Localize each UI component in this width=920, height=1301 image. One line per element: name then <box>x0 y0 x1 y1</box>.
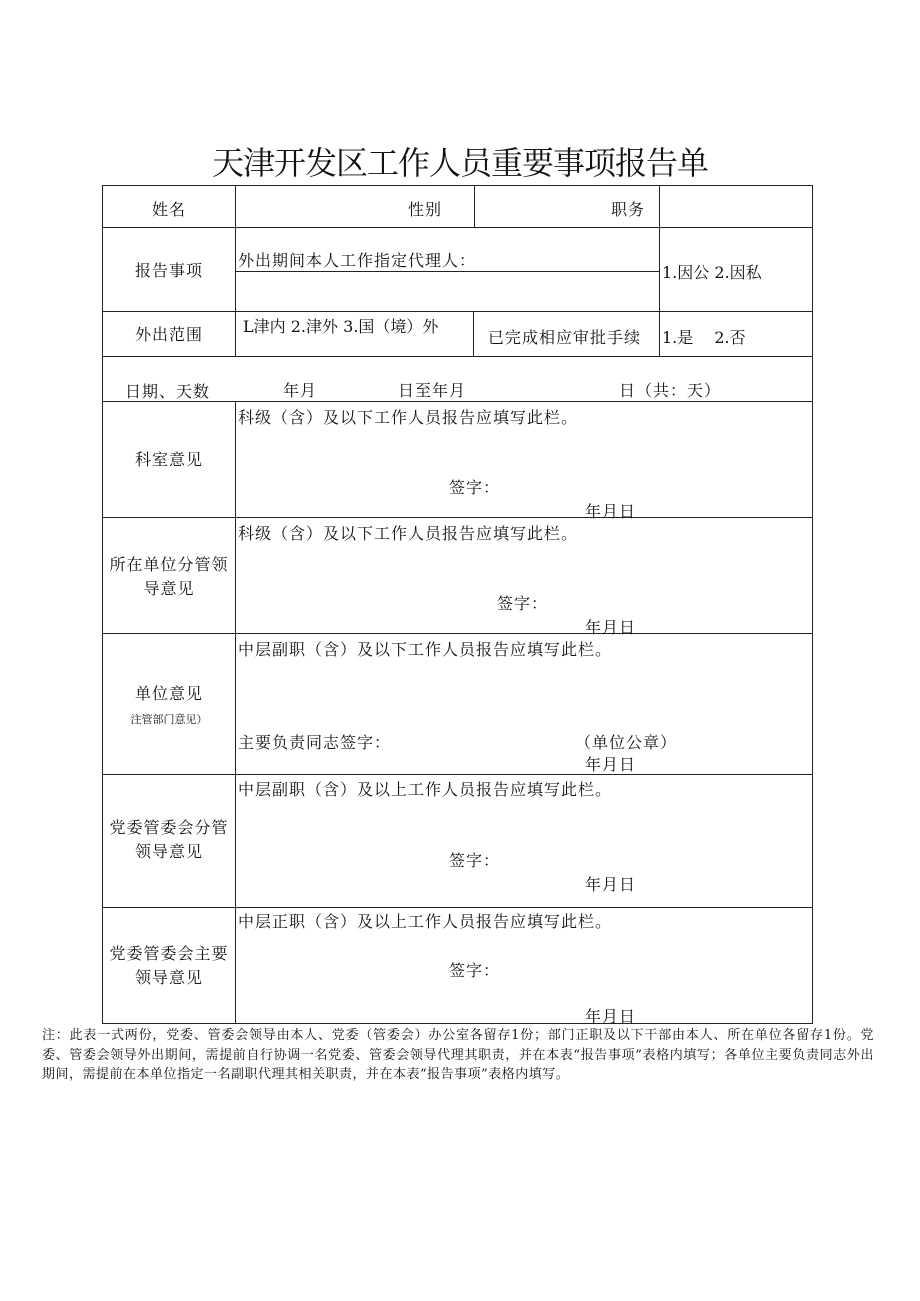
row-divider <box>103 356 812 357</box>
report-form <box>102 185 813 1024</box>
footnote: 注：此表一式两份，党委、管委会领导由本人、党委（管委会）办公室各留存1份；部门正职及以下干部由本人、所在单位各留存1份。党委、管委会领导外出期间，需提前自行协调一名党委、管委会领导代理其职责，并在本表“报告事项”表格内填写；各单位主要负责同志外出期间，需提前在本单位指定一名副职代理其相关职责，并在本表“报告事项”表格内填写。 <box>42 1028 874 1082</box>
section-unit-sub-label: 注管部门意见） <box>130 713 208 726</box>
position-label: 职务 <box>611 200 646 219</box>
section-committee-deputy-date[interactable]: 年月日 <box>585 875 637 894</box>
section-unit-date[interactable]: 年月日 <box>585 755 637 774</box>
col-divider <box>235 186 236 356</box>
col-divider <box>474 186 475 227</box>
dates-start[interactable]: 年月 <box>283 381 318 400</box>
scope-options[interactable]: L津内 2.津外 3.国（境）外 <box>243 317 439 336</box>
section-unit-label: 单位意见 <box>134 684 203 703</box>
reason-options[interactable]: 1.因公 2.因私 <box>662 263 762 282</box>
row-divider <box>103 227 812 228</box>
section-unit-leader-sign[interactable]: 签字： <box>497 594 549 613</box>
section-committee-main-date[interactable]: 年月日 <box>585 1007 637 1026</box>
row-divider <box>103 907 812 908</box>
scope-label: 外出范围 <box>134 325 203 344</box>
dates-label: 日期、天数 <box>125 382 211 401</box>
section-committee-deputy-sign[interactable]: 签字： <box>449 851 501 870</box>
approval-label: 已完成相应审批手续 <box>488 328 642 347</box>
form-title: 天津开发区工作人员重要事项报告单 <box>211 144 708 182</box>
gender-label: 性别 <box>408 200 443 219</box>
section-unit-sign[interactable]: 主要负责同志签字： <box>238 733 392 752</box>
section-committee-deputy-instruction: 中层副职（含）及以上工作人员报告应填写此栏。 <box>238 780 613 799</box>
col-divider <box>473 311 474 356</box>
section-office-label: 科室意见 <box>134 450 203 469</box>
section-unit-leader-label: 所在单位分管领导意见 <box>109 555 229 598</box>
dates-end[interactable]: 日（共：天） <box>619 381 722 400</box>
section-committee-main-label: 党委管委会主要领导意见 <box>109 944 229 987</box>
section-office-instruction: 科级（含）及以下工作人员报告应填写此栏。 <box>238 408 579 427</box>
proxy-text[interactable]: 外出期间本人工作指定代理人： <box>238 251 477 270</box>
section-office-sign[interactable]: 签字： <box>449 478 501 497</box>
report-label: 报告事项 <box>134 261 203 280</box>
row-divider <box>103 311 812 312</box>
section-committee-deputy-label: 党委管委会分管领导意见 <box>109 818 229 861</box>
row-divider <box>235 271 659 272</box>
name-label: 姓名 <box>152 200 187 219</box>
section-committee-main-sign[interactable]: 签字： <box>449 961 501 980</box>
row-divider <box>103 517 812 518</box>
position-value[interactable] <box>661 188 809 225</box>
section-unit-instruction: 中层副职（含）及以下工作人员报告应填写此栏。 <box>238 640 613 659</box>
section-unit-leader-instruction: 科级（含）及以下工作人员报告应填写此栏。 <box>238 524 579 543</box>
name-value[interactable] <box>237 188 437 225</box>
row-divider <box>103 633 812 634</box>
section-office-date[interactable]: 年月日 <box>585 502 637 521</box>
row-divider <box>103 774 812 775</box>
col-divider <box>659 186 660 356</box>
approval-options[interactable]: 1.是 2.否 <box>662 328 746 347</box>
section-unit-stamp: （单位公章） <box>575 733 678 752</box>
section-committee-main-instruction: 中层正职（含）及以上工作人员报告应填写此栏。 <box>238 912 613 931</box>
col-divider <box>235 401 236 1023</box>
section-unit-leader-date[interactable]: 年月日 <box>585 618 637 637</box>
dates-middle[interactable]: 日至年月 <box>398 381 467 400</box>
